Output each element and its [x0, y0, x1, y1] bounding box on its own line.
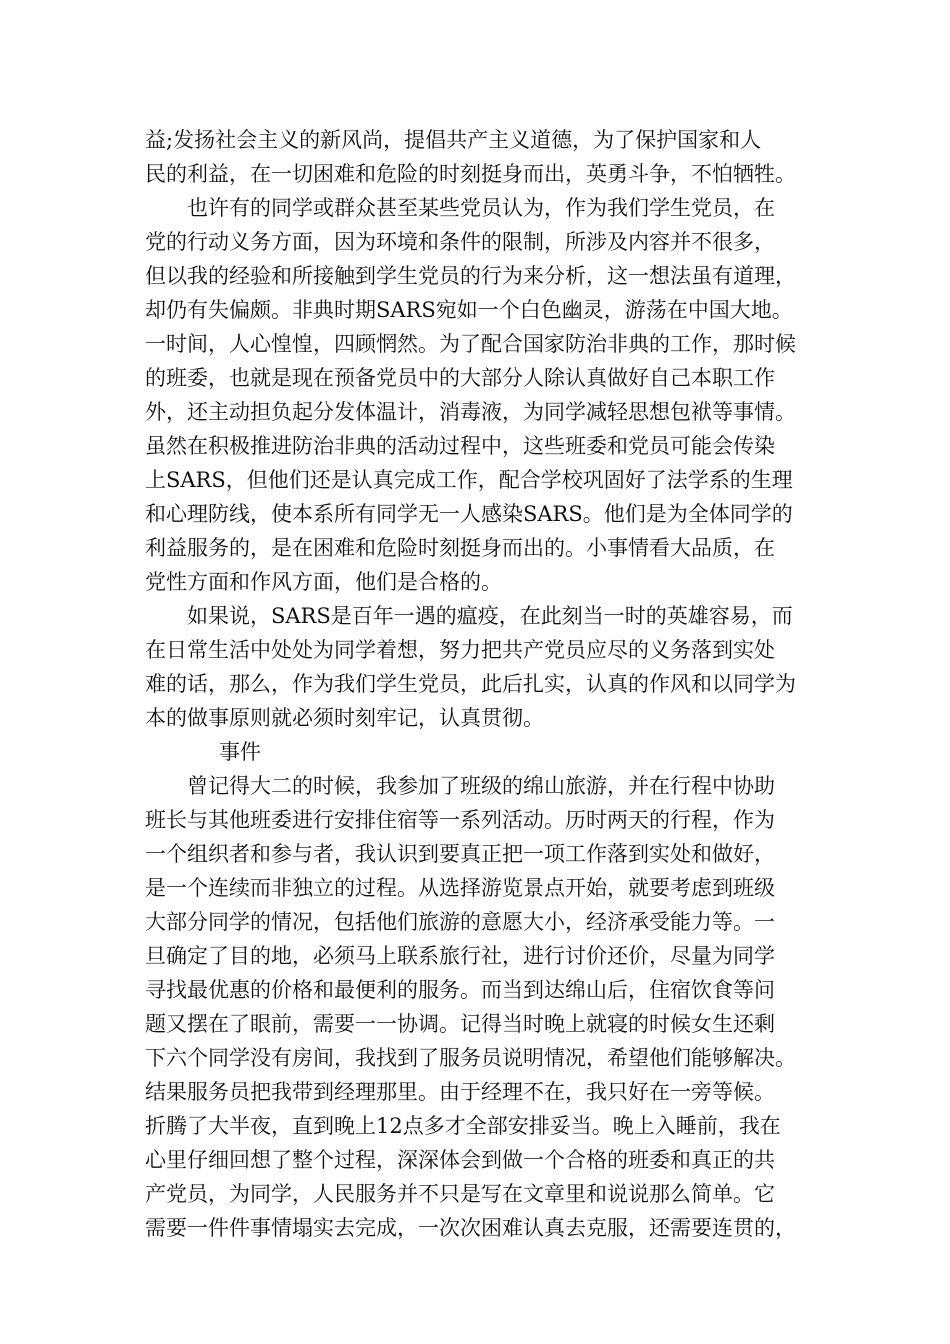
text-line: 益;发扬社会主义的新风尚，提倡共产主义道德，为了保护国家和人	[145, 128, 762, 152]
text-line: 折腾了大半夜，直到晚上12点多才全部安排妥当。晚上入睡前，我在	[145, 1114, 781, 1138]
document-body	[145, 123, 825, 1245]
text-line: 和心理防线，使本系所有同学无一人感染SARS。他们是为全体同学的	[145, 502, 793, 526]
text-line: 党的行动义务方面，因为环境和条件的限制，所涉及内容并不很多，	[145, 230, 775, 254]
text-line: 寻找最优惠的价格和最便利的服务。而当到达绵山后，住宿饮食等问	[145, 978, 775, 1002]
text-line: 虽然在积极推进防治非典的活动过程中，这些班委和党员可能会传染	[145, 434, 775, 458]
text-line: 本的做事原则就必须时刻牢记，认真贯彻。	[145, 706, 544, 730]
text-line: 上SARS，但他们还是认真完成工作，配合学校巩固好了法学系的生理	[145, 468, 793, 492]
text-line: 下六个同学没有房间，我找到了服务员说明情况，希望他们能够解决。	[145, 1046, 796, 1070]
text-line: 心里仔细回想了整个过程，深深体会到做一个合格的班委和真正的共	[145, 1148, 775, 1172]
text-line: 民的利益，在一切困难和危险的时刻挺身而出，英勇斗争，不怕牺牲。	[145, 162, 796, 186]
text-line: 难的话，那么，作为我们学生党员，此后扎实，认真的作风和以同学为	[145, 672, 796, 696]
text-line: 但以我的经验和所接触到学生党员的行为来分析，这一想法虽有道理，	[145, 264, 796, 288]
text-line: 的班委，也就是现在预备党员中的大部分人除认真做好自己本职工作	[145, 366, 775, 390]
text-line: 党性方面和作风方面，他们是合格的。	[145, 570, 502, 594]
text-line: 结果服务员把我带到经理那里。由于经理不在，我只好在一旁等候。	[145, 1080, 775, 1104]
text-line: 在日常生活中处处为同学着想，努力把共产党员应尽的义务落到实处	[145, 638, 775, 662]
text-line: 是一个连续而非独立的过程。从选择游览景点开始，就要考虑到班级	[145, 876, 775, 900]
text-line: 一个组织者和参与者，我认识到要真正把一项工作落到实处和做好，	[145, 842, 775, 866]
text-line: 外，还主动担负起分发体温计，消毒液，为同学减轻思想包袱等事情。	[145, 400, 796, 424]
paragraph-start-line: 如果说，SARS是百年一遇的瘟疫，在此刻当一时的英雄容易，而	[187, 604, 793, 628]
section-heading: 事件	[219, 740, 261, 764]
text-line: 大部分同学的情况，包括他们旅游的意愿大小，经济承受能力等。一	[145, 910, 775, 934]
text-line: 利益服务的，是在困难和危险时刻挺身而出的。小事情看大品质，在	[145, 536, 775, 560]
text-line: 题又摆在了眼前，需要一一协调。记得当时晚上就寝的时候女生还剩	[145, 1012, 775, 1036]
paragraph-start-line: 曾记得大二的时候，我参加了班级的绵山旅游，并在行程中协助	[187, 774, 775, 798]
text-line: 产党员，为同学，人民服务并不只是写在文章里和说说那么简单。它	[145, 1182, 775, 1206]
paragraph-start-line: 也许有的同学或群众甚至某些党员认为，作为我们学生党员，在	[187, 196, 775, 220]
text-line: 旦确定了目的地，必须马上联系旅行社，进行讨价还价，尽量为同学	[145, 944, 775, 968]
text-line: 却仍有失偏颇。非典时期SARS宛如一个白色幽灵，游荡在中国大地。	[145, 298, 793, 322]
text-line: 班长与其他班委进行安排住宿等一系列活动。历时两天的行程，作为	[145, 808, 775, 832]
text-line: 一时间，人心惶惶，四顾惘然。为了配合国家防治非典的工作，那时候	[145, 332, 796, 356]
text-line: 需要一件件事情塌实去完成，一次次困难认真去克服，还需要连贯的，	[145, 1216, 796, 1240]
